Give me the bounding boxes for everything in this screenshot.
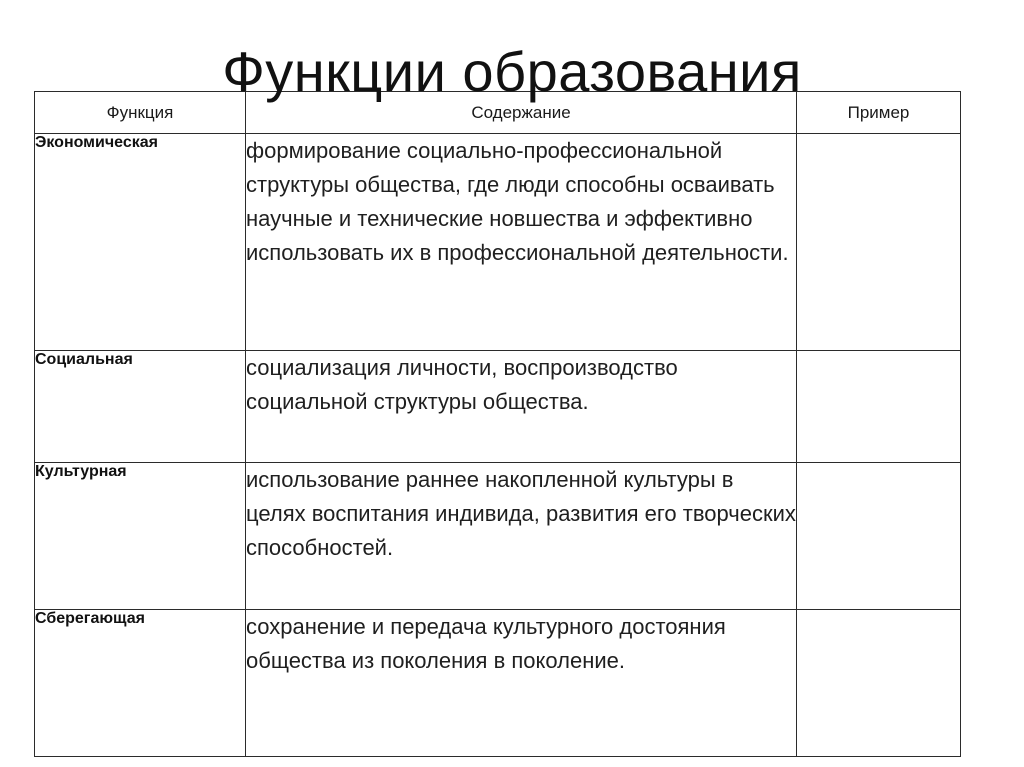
table-row xyxy=(35,134,961,351)
function-content-cell: формирование социально-профессиональной структуры общества, где люди способны осваивать научные и технические новшества и эффективно использовать их в профессиональной деятельности. xyxy=(246,134,797,351)
function-example-cell xyxy=(797,463,961,610)
column-header-example: Пример xyxy=(797,92,961,134)
function-name-cell: Культурная xyxy=(35,463,246,610)
functions-table xyxy=(34,91,961,757)
function-name-cell: Экономическая xyxy=(35,134,246,351)
function-content-cell: социализация личности, воспроизводство социальной структуры общества. xyxy=(246,351,797,463)
function-name-cell: Социальная xyxy=(35,351,246,463)
table-row xyxy=(35,610,961,757)
function-example-cell xyxy=(797,134,961,351)
function-content-cell: использование раннее накопленной культуры в целях воспитания индивида, развития его творческих способностей. xyxy=(246,463,797,610)
function-name-cell: Сберегающая xyxy=(35,610,246,757)
function-example-cell xyxy=(797,610,961,757)
column-header-content: Содержание xyxy=(246,92,797,134)
column-header-function: Функция xyxy=(35,92,246,134)
table-row xyxy=(35,463,961,610)
function-content-cell: сохранение и передача культурного достояния общества из поколения в поколение. xyxy=(246,610,797,757)
page-title: Функции образования xyxy=(222,40,802,103)
table-row xyxy=(35,351,961,463)
function-example-cell xyxy=(797,351,961,463)
